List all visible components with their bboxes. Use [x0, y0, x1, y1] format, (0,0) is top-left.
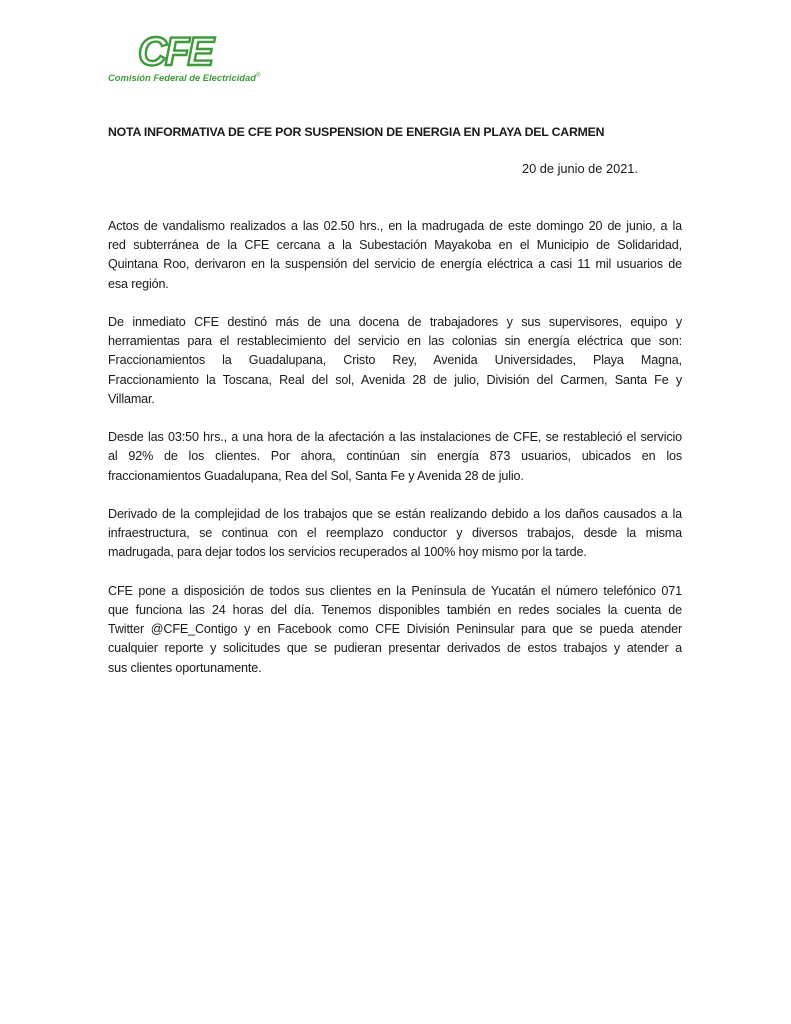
paragraph-line: fraccionamientos Guadalupana, Rea del Sol, Santa Fe y Avenida 28 de julio. [108, 468, 524, 483]
paragraph-line: red subterránea de la CFE cercana a la Subestación Mayakoba en el Municipio de Solidaridad, [108, 238, 682, 253]
cfe-logo [108, 30, 261, 86]
paragraph-line: esa región. [108, 276, 169, 291]
paragraph-line: Derivado de la complejidad de los trabajos que se están realizando debido a los daños causados a la [108, 507, 682, 521]
paragraph-line: al 92% de los clientes. Por ahora, continúan sin energía 873 usuarios, ubicados en los [108, 449, 682, 464]
paragraph-line: Twitter @CFE_Contigo y en Facebook como CFE División Peninsular para que se pueda atender [108, 622, 682, 637]
document-body [108, 217, 682, 697]
cfe-logo-name-text: Comisión Federal de Electricidad [108, 72, 256, 83]
paragraph-line: De inmediato CFE destinó más de una docena de trabajadores y sus supervisores, equipo y [108, 315, 682, 329]
registered-mark: ® [255, 72, 261, 79]
paragraph-line: sus clientes oportunamente. [108, 660, 262, 675]
paragraph-line: Villamar. [108, 391, 155, 406]
cfe-logo-name [108, 72, 260, 83]
paragraph-vandalism [108, 217, 682, 294]
paragraph-line: Fraccionamiento la Toscana, Real del sol, Avenida 28 de julio, División del Carmen, Santa Fe y [108, 372, 682, 387]
paragraph-line: Desde las 03:50 hrs., a una hora de la afectación a las instalaciones de CFE, se restableció el servicio [108, 430, 682, 445]
paragraph-contact [108, 582, 682, 678]
paragraph-line: CFE pone a disposición de todos sus clientes en la Península de Yucatán el número telefónico 071 [108, 583, 682, 598]
paragraph-line: herramientas para el restablecimiento del servicio en las colonias sin energía eléctrica que son: [108, 334, 682, 349]
paragraph-line: Actos de vandalismo realizados a las 02.50 hrs., en la madrugada de este domingo 20 de junio, a la [108, 219, 682, 233]
paragraph-line: Fraccionamientos la Guadalupana, Cristo Rey, Avenida Universidades, Playa Magna, [108, 353, 682, 368]
cfe-logo-mark: CFE [138, 30, 212, 74]
paragraph-restoration [108, 428, 682, 486]
paragraph-line: infraestructura, se continua con el reemplazo conductor y diversos trabajos, desde la misma [108, 526, 682, 541]
paragraph-line: madrugada, para dejar todos los servicios recuperados al 100% hoy mismo por la tarde. [108, 545, 587, 560]
document-title: NOTA INFORMATIVA DE CFE POR SUSPENSION DE ENERGIA EN PLAYA DEL CARMEN [108, 125, 605, 139]
paragraph-line: cualquier reporte y solicitudes que se pudieran presentar derivados de estos trabajos y atender a [108, 641, 682, 656]
document-date: 20 de junio de 2021. [522, 161, 638, 176]
paragraph-repairs [108, 505, 682, 563]
paragraph-crews [108, 313, 682, 409]
paragraph-line: Quintana Roo, derivaron en la suspensión del servicio de energía eléctrica a casi 11 mil usuarios de [108, 257, 682, 272]
paragraph-line: que funciona las 24 horas del día. Tenemos disponibles también en redes sociales la cuenta de [108, 603, 682, 617]
